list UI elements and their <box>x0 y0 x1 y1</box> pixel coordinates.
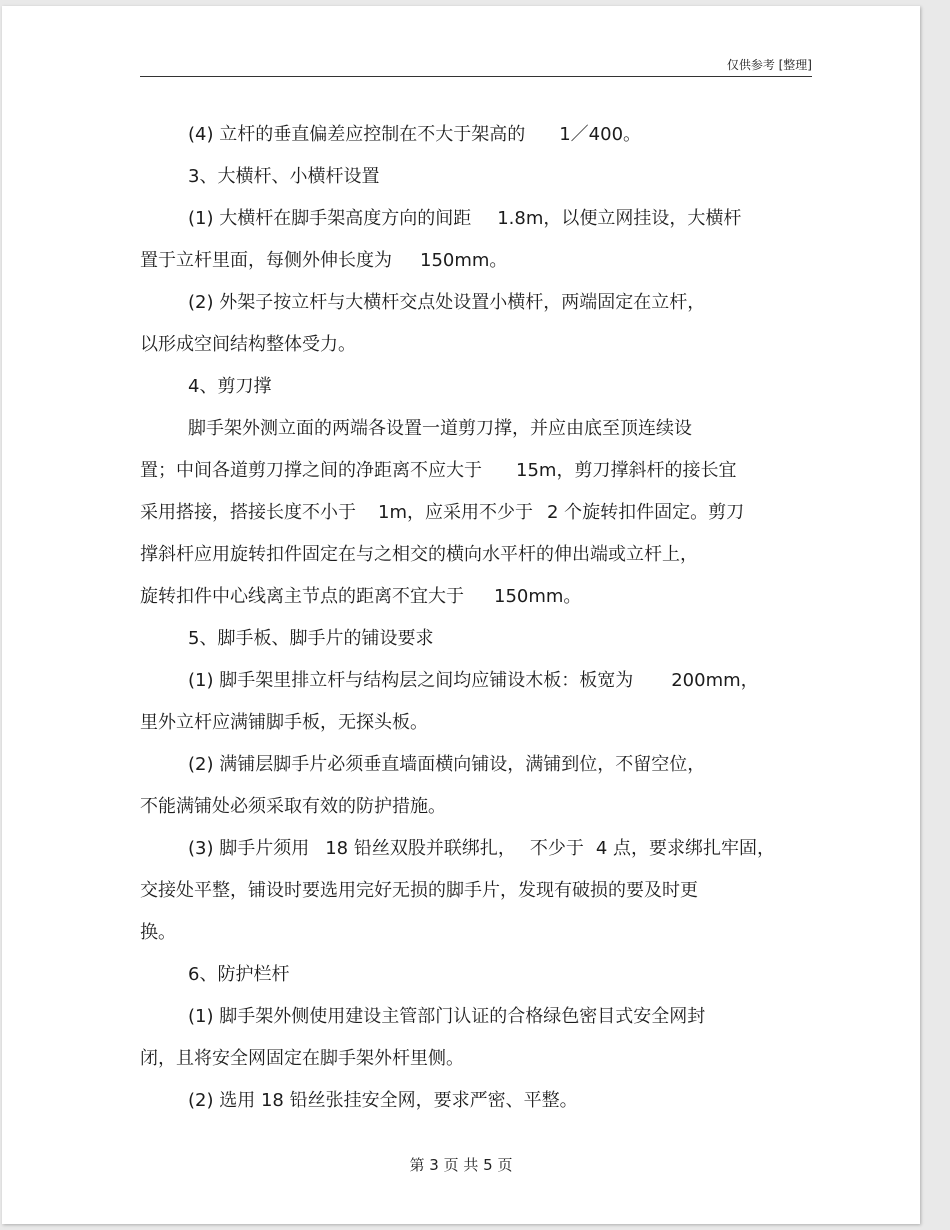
text-line: 换。 <box>140 922 176 943</box>
header-divider <box>140 76 812 77</box>
text-line: 置于立杆里面，每侧外伸长度为 150mm。 <box>140 250 508 271</box>
text-line: (2) 外架子按立杆与大横杆交点处设置小横杆，两端固定在立杆， <box>188 292 706 313</box>
page-header: 仅供参考 [整理] <box>726 58 812 72</box>
text-line: 置；中间各道剪刀撑之间的净距离不应大于 15m，剪刀撑斜杆的接长宜 <box>140 460 737 481</box>
text-line: 旋转扣件中心线离主节点的距离不宜大于 150mm。 <box>140 586 582 607</box>
text-line: 交接处平整，铺设时要选用完好无损的脚手片，发现有破损的要及时更 <box>140 880 698 901</box>
text-line: (1) 脚手架里排立杆与结构层之间均应铺设木板：板宽为 200mm， <box>188 670 759 691</box>
page-footer: 第 3 页 共 5 页 <box>409 1156 513 1174</box>
text-line: 不能满铺处必须采取有效的防护措施。 <box>140 796 446 817</box>
text-line: 撑斜杆应用旋转扣件固定在与之相交的横向水平杆的伸出端或立杆上， <box>140 544 698 565</box>
document-page <box>2 6 920 1224</box>
text-line: (2) 选用 18 铅丝张挂安全网，要求严密、平整。 <box>188 1090 578 1111</box>
text-line: 里外立杆应满铺脚手板，无探头板。 <box>140 712 428 733</box>
text-line: (2) 满铺层脚手片必须垂直墙面横向铺设，满铺到位，不留空位， <box>188 754 706 775</box>
section-heading: 6、防护栏杆 <box>188 964 290 985</box>
section-heading: 3、大横杆、小横杆设置 <box>188 166 380 187</box>
text-line: (4) 立杆的垂直偏差应控制在不大于架高的 1／400。 <box>188 124 642 145</box>
section-heading: 5、脚手板、脚手片的铺设要求 <box>188 628 434 649</box>
text-line: 脚手架外测立面的两端各设置一道剪刀撑，并应由底至顶连续设 <box>188 418 692 439</box>
text-line: (1) 大横杆在脚手架高度方向的间距 1.8m，以便立网挂设，大横杆 <box>188 208 742 229</box>
text-line: 闭，且将安全网固定在脚手架外杆里侧。 <box>140 1048 464 1069</box>
section-heading: 4、剪刀撑 <box>188 376 272 397</box>
text-line: 采用搭接，搭接长度不小于 1m，应采用不少于 2 个旋转扣件固定。剪刀 <box>140 502 745 523</box>
text-line: 以形成空间结构整体受力。 <box>140 334 356 355</box>
text-line: (3) 脚手片须用 18 铅丝双股并联绑扎， 不少于 4 点，要求绑扎牢固， <box>188 838 776 859</box>
text-line: (1) 脚手架外侧使用建设主管部门认证的合格绿色密目式安全网封 <box>188 1006 706 1027</box>
